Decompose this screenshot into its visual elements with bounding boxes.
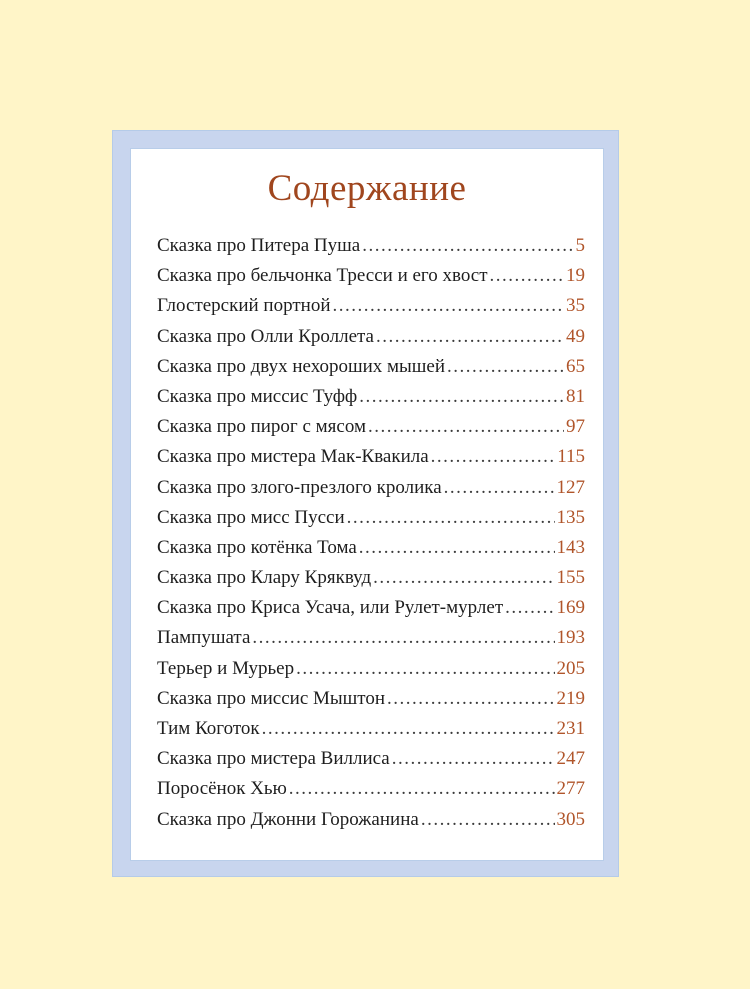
toc-entry[interactable] xyxy=(157,748,585,778)
toc-entry[interactable] xyxy=(157,688,585,718)
toc-entry-title: Сказка про Питера Пуша xyxy=(157,235,361,256)
toc-entry-title: Сказка про Криса Усача, или Рулет-мурлет xyxy=(157,597,504,619)
toc-entry[interactable] xyxy=(157,295,585,325)
toc-entry-title: Сказка про Олли Кроллета xyxy=(157,325,374,347)
dot-leader xyxy=(421,809,555,831)
toc-entry-title: Сказка про Клару Кряквуд xyxy=(157,567,372,589)
toc-entry-page: 219 xyxy=(556,687,585,709)
toc-entry[interactable] xyxy=(157,778,585,808)
toc-entry-title: Сказка про двух нехороших мышей xyxy=(157,355,446,377)
contents-page xyxy=(130,148,604,861)
toc-entry[interactable] xyxy=(157,567,585,597)
toc-entry-page: 35 xyxy=(566,295,585,317)
toc-entry-title: Пампушата xyxy=(157,627,251,649)
dot-leader xyxy=(252,627,554,649)
dot-leader xyxy=(444,477,555,499)
toc-entry[interactable] xyxy=(157,235,585,265)
toc-entry[interactable] xyxy=(157,326,585,356)
toc-entry-title: Сказка про мисс Пусси xyxy=(157,506,345,528)
toc-entry-page: 205 xyxy=(556,657,585,679)
toc-entry[interactable] xyxy=(157,537,585,567)
toc-entry-title: Тим Коготок xyxy=(157,718,260,739)
dot-leader xyxy=(362,235,573,257)
toc-entry-title: Сказка про мистера Виллиса xyxy=(157,748,390,770)
dot-leader xyxy=(431,446,556,468)
toc-entry[interactable] xyxy=(157,265,585,295)
dot-leader xyxy=(289,778,555,800)
toc-entry[interactable] xyxy=(157,597,585,627)
page-frame xyxy=(112,130,619,877)
dot-leader xyxy=(262,718,555,740)
toc-entry[interactable] xyxy=(157,658,585,688)
toc-entry[interactable] xyxy=(157,507,585,537)
table-of-contents xyxy=(157,235,585,839)
dot-leader xyxy=(447,356,564,378)
toc-entry-title: Поросёнок Хью xyxy=(157,778,287,800)
toc-entry[interactable] xyxy=(157,416,585,446)
toc-entry-page: 193 xyxy=(556,627,585,649)
toc-entry-title: Сказка про пирог с мясом xyxy=(157,416,367,438)
toc-entry-title: Сказка про злого-презлого кролика xyxy=(157,476,442,498)
dot-leader xyxy=(359,537,555,559)
toc-entry[interactable] xyxy=(157,718,585,748)
toc-entry[interactable] xyxy=(157,477,585,507)
dot-leader xyxy=(359,386,564,408)
toc-entry-title: Сказка про миссис Туфф xyxy=(157,385,358,407)
toc-entry-page: 5 xyxy=(575,235,585,256)
dot-leader xyxy=(296,658,554,680)
dot-leader xyxy=(392,748,555,770)
dot-leader xyxy=(373,567,554,589)
toc-entry-page: 305 xyxy=(556,808,585,830)
toc-entry-page: 277 xyxy=(556,778,585,800)
toc-entry-page: 19 xyxy=(566,265,585,287)
toc-entry-title: Сказка про Джонни Горожанина xyxy=(157,808,419,830)
toc-entry-page: 135 xyxy=(556,506,585,528)
toc-entry[interactable] xyxy=(157,446,585,476)
toc-entry-title: Сказка про котёнка Тома xyxy=(157,536,357,558)
dot-leader xyxy=(387,688,554,710)
toc-entry-page: 143 xyxy=(556,536,585,558)
toc-entry-title: Глостерский портной xyxy=(157,295,331,317)
dot-leader xyxy=(376,326,564,348)
toc-entry-page: 247 xyxy=(556,748,585,770)
toc-entry-page: 65 xyxy=(566,355,585,377)
dot-leader xyxy=(490,265,564,287)
toc-entry[interactable] xyxy=(157,809,585,839)
toc-entry-page: 81 xyxy=(566,385,585,407)
page-title: Содержание xyxy=(267,168,467,209)
toc-entry[interactable] xyxy=(157,356,585,386)
dot-leader xyxy=(347,507,555,529)
toc-entry-page: 97 xyxy=(566,416,585,438)
toc-entry-page: 155 xyxy=(556,567,585,589)
dot-leader xyxy=(505,597,554,619)
dot-leader xyxy=(333,295,565,317)
toc-entry-page: 49 xyxy=(566,325,585,347)
toc-entry-page: 115 xyxy=(557,446,585,468)
dot-leader xyxy=(368,416,564,438)
toc-entry-title: Сказка про бельчонка Тресси и его хвост xyxy=(157,265,488,287)
toc-entry-page: 231 xyxy=(556,718,585,739)
toc-entry-title: Терьер и Мурьер xyxy=(157,657,295,679)
toc-entry[interactable] xyxy=(157,386,585,416)
toc-entry-page: 169 xyxy=(556,597,585,619)
toc-entry-title: Сказка про мистера Мак-Квакила xyxy=(157,446,429,468)
toc-entry-page: 127 xyxy=(556,476,585,498)
toc-entry[interactable] xyxy=(157,627,585,657)
toc-entry-title: Сказка про миссис Мыштон xyxy=(157,687,386,709)
